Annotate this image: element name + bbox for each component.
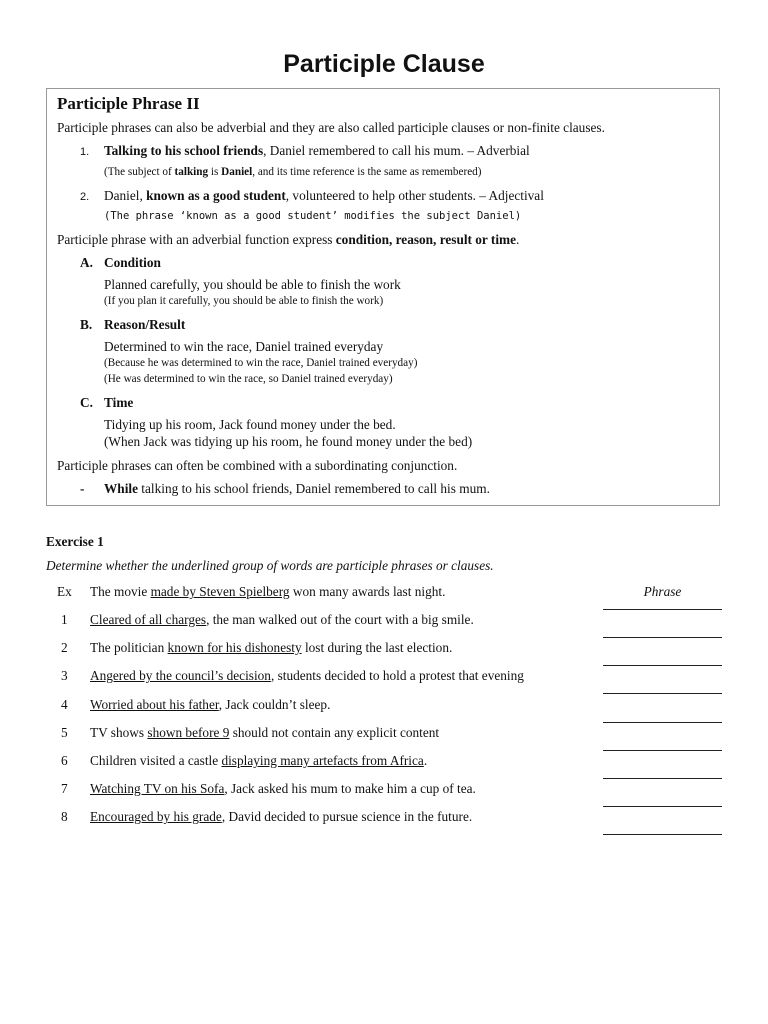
time-explanation: (When Jack was tidying up his room, he found money under the bed) <box>104 434 473 449</box>
time-label: C. Time <box>80 395 134 410</box>
exercise-item-sentence: Children visited a castle displaying many artefacts from Africa. <box>90 753 428 768</box>
exercise-item-number: 6 <box>61 753 68 768</box>
exercise-item-number: 4 <box>61 696 68 712</box>
reason-example: Determined to win the race, Daniel trained everyday <box>104 339 384 354</box>
example-number: Ex <box>57 584 72 599</box>
item-2-note: (The phrase ‘known as a good student’ modifies the subject Daniel) <box>104 210 522 222</box>
answer-blank[interactable] <box>603 806 722 807</box>
answer-blank[interactable] <box>603 750 722 751</box>
condition-example: Planned carefully, you should be able to finish the work <box>104 277 401 292</box>
answer-blank[interactable] <box>603 609 722 610</box>
time-example: Tidying up his room, Jack found money under the bed. <box>104 417 396 432</box>
condition-explanation: (If you plan it carefully, you should be able to finish the work) <box>104 295 384 307</box>
exercise-item-sentence: Angered by the council’s decision, students decided to hold a protest that evening <box>90 668 524 684</box>
adverbial-line: Participle phrase with an adverbial function express condition, reason, result or time. <box>57 232 520 247</box>
reason-explanation-2: (He was determined to win the race, so Daniel trained everyday) <box>104 373 393 385</box>
exercise-item-number: 1 <box>61 612 68 627</box>
exercise-item-sentence: The politician known for his dishonesty lost during the last election. <box>90 640 453 656</box>
section-heading: Participle Phrase II <box>57 94 200 113</box>
exercise-instruction: Determine whether the underlined group of words are participle phrases or clauses. <box>46 558 494 573</box>
answer-blank[interactable] <box>603 637 722 638</box>
conjunction-line: Participle phrases can often be combined with a subordinating conjunction. <box>57 458 458 473</box>
while-example: - While talking to his school friends, Daniel remembered to call his mum. <box>80 481 490 496</box>
page-title: Participle Clause <box>283 50 485 78</box>
item-1-note: (The subject of talking is Daniel, and its time reference is the same as remembered) <box>104 166 482 178</box>
answer-blank[interactable] <box>603 722 722 723</box>
exercise-title: Exercise 1 <box>46 534 104 549</box>
exercise-item-sentence: Worried about his father, Jack couldn’t sleep. <box>90 696 331 712</box>
example-answer: Phrase <box>643 584 682 599</box>
answer-blank[interactable] <box>603 665 722 666</box>
exercise-item-number: 5 <box>61 724 68 740</box>
exercise-item-sentence: Cleared of all charges, the man walked out of the court with a big smile. <box>90 612 474 627</box>
answer-blank[interactable] <box>603 834 722 835</box>
exercise-item-sentence: Encouraged by his grade, David decided to pursue science in the future. <box>90 809 473 825</box>
exercise-item-number: 7 <box>61 781 68 797</box>
exercise-item-number: 2 <box>61 640 68 656</box>
reason-explanation-1: (Because he was determined to win the race, Daniel trained everyday) <box>104 357 418 369</box>
answer-blank[interactable] <box>603 778 722 779</box>
condition-label: A. Condition <box>80 255 161 270</box>
item-1: 1. Talking to his school friends, Daniel remembered to call his mum. – Adverbial <box>80 143 530 158</box>
exercise-item-number: 3 <box>61 668 68 684</box>
reason-label: B. Reason/Result <box>80 317 186 332</box>
exercise-item-sentence: TV shows shown before 9 should not contain any explicit content <box>90 724 440 740</box>
exercise-item-sentence: Watching TV on his Sofa, Jack asked his mum to make him a cup of tea. <box>90 781 476 797</box>
example-sentence: The movie made by Steven Spielberg won many awards last night. <box>90 584 446 599</box>
exercise-item-number: 8 <box>61 809 68 825</box>
section-intro: Participle phrases can also be adverbial and they are also called participle clauses or non-finite clauses. <box>57 120 605 135</box>
item-2: 2. Daniel, known as a good student, volunteered to help other students. – Adjectival <box>80 188 544 203</box>
answer-blank[interactable] <box>603 693 722 694</box>
